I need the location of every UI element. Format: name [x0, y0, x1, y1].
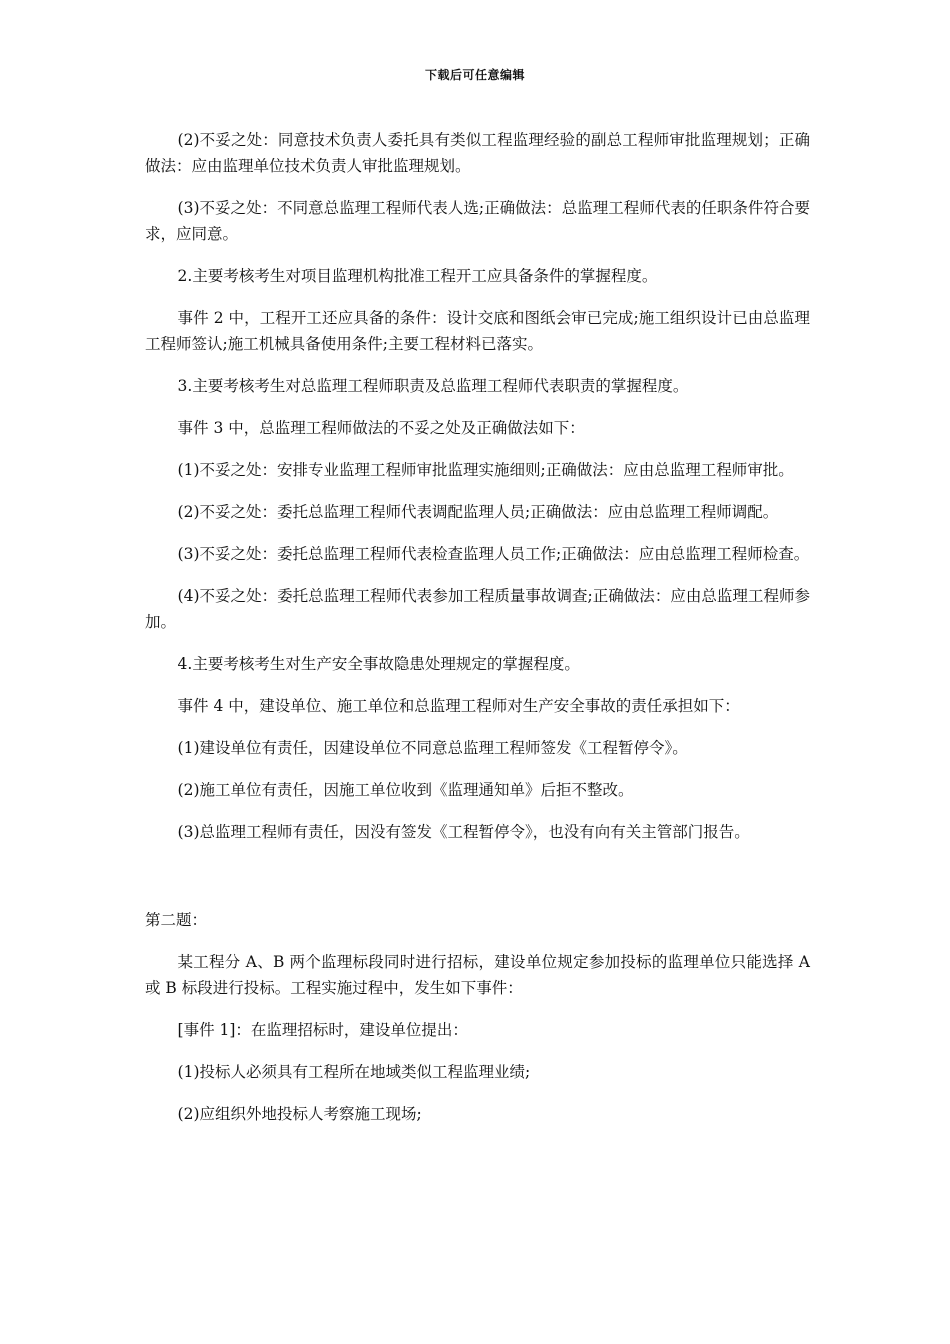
paragraph: (3)不妥之处：不同意总监理工程师代表人选;正确做法：总监理工程师代表的任职条件符合要求，应同意。 [145, 199, 810, 243]
paragraph: 事件 4 中，建设单位、施工单位和总监理工程师对生产安全事故的责任承担如下： [177, 697, 740, 715]
paragraph: 4.主要考核考生对生产安全事故隐患处理规定的掌握程度。 [177, 655, 580, 673]
paragraph: (2)不妥之处：委托总监理工程师代表调配监理人员;正确做法：应由总监理工程师调配。 [177, 503, 779, 521]
paragraph: 事件 3 中，总监理工程师做法的不妥之处及正确做法如下： [177, 419, 585, 437]
paragraph: 2.主要考核考生对项目监理机构批准工程开工应具备条件的掌握程度。 [177, 267, 658, 285]
document-body [145, 127, 810, 1143]
section-heading: 第二题： [145, 911, 208, 929]
paragraph: 某工程分 A、B 两个监理标段同时进行招标，建设单位规定参加投标的监理单位只能选择 A 或 B 标段进行投标。工程实施过程中，发生如下事件： [145, 953, 810, 997]
paragraph: (4)不妥之处：委托总监理工程师代表参加工程质量事故调查;正确做法：应由总监理工程师参加。 [145, 587, 810, 631]
paragraph: 事件 2 中，工程开工还应具备的条件：设计交底和图纸会审已完成;施工组织设计已由总监理工程师签认;施工机械具备使用条件;主要工程材料已落实。 [145, 309, 810, 353]
paragraph: (1)不妥之处：安排专业监理工程师审批监理实施细则;正确做法：应由总监理工程师审批。 [177, 461, 794, 479]
paragraph: (2)施工单位有责任，因施工单位收到《监理通知单》后拒不整改。 [177, 781, 634, 799]
paragraph: 3.主要考核考生对总监理工程师职责及总监理工程师代表职责的掌握程度。 [177, 377, 689, 395]
paragraph: [事件 1]：在监理招标时，建设单位提出： [177, 1021, 468, 1039]
paragraph: (2)不妥之处：同意技术负责人委托具有类似工程监理经验的副总工程师审批监理规划；正确做法：应由监理单位技术负责人审批监理规划。 [145, 131, 810, 175]
paragraph: (3)总监理工程师有责任，因没有签发《工程暂停令》，也没有向有关主管部门报告。 [177, 823, 750, 841]
page-header: 下载后可任意编辑 [424, 68, 525, 82]
paragraph: (1)投标人必须具有工程所在地域类似工程监理业绩; [177, 1063, 531, 1081]
section-spacer [145, 861, 810, 907]
paragraph: (2)应组织外地投标人考察施工现场; [177, 1105, 422, 1123]
paragraph: (3)不妥之处：委托总监理工程师代表检查监理人员工作;正确做法：应由总监理工程师检查。 [177, 545, 810, 563]
paragraph: (1)建设单位有责任，因建设单位不同意总监理工程师签发《工程暂停令》。 [177, 739, 688, 757]
